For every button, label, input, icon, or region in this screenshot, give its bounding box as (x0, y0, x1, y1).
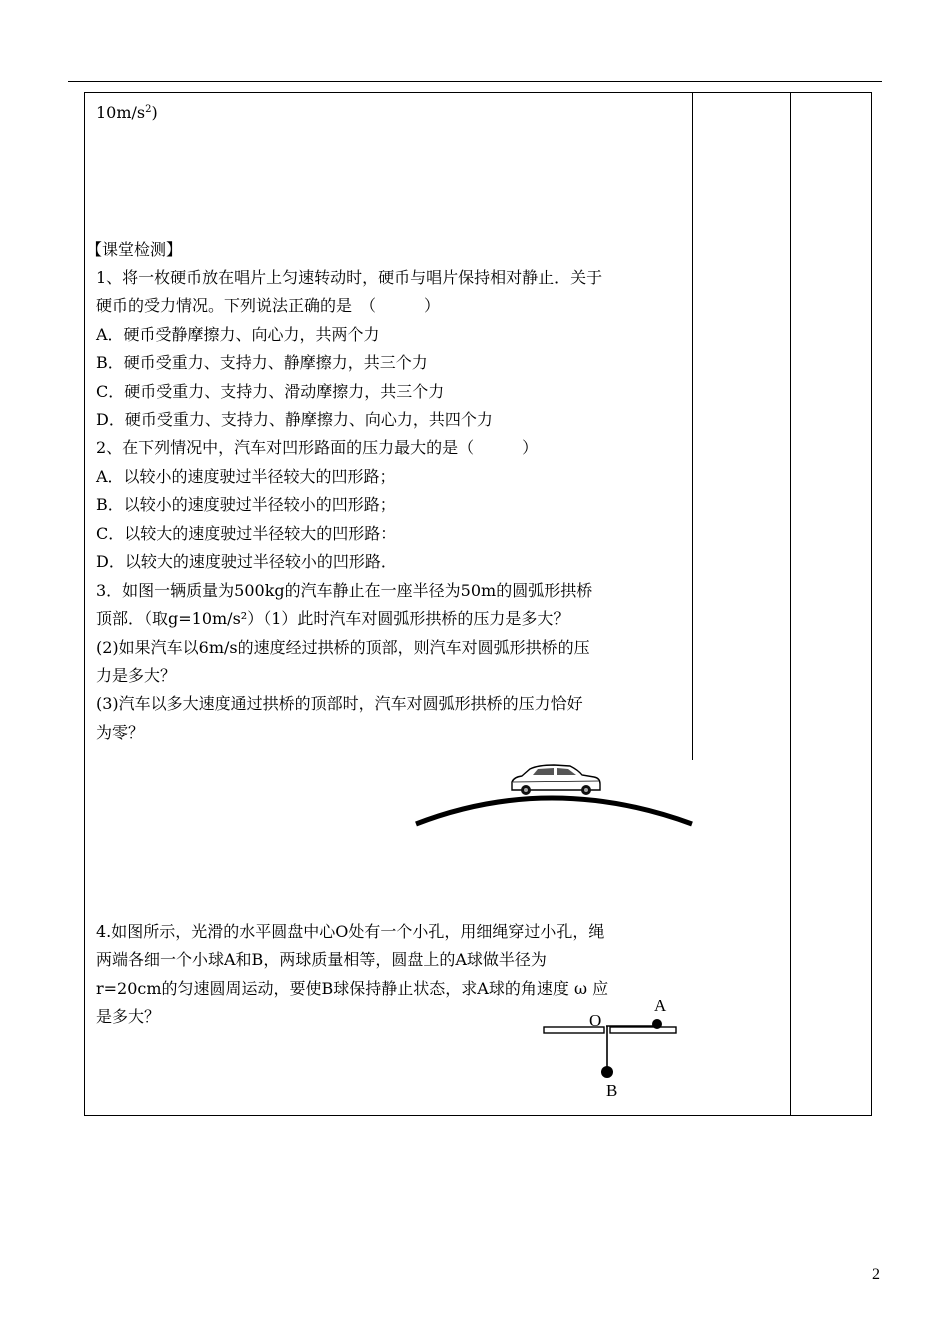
q3-line-2: 顶部．（取g=10m/s²）（1）此时汽车对圆弧形拱桥的压力是多大？ (96, 609, 570, 628)
ball-a (652, 1019, 662, 1029)
top-fragment: $10m/s^2$) (96, 103, 158, 122)
q4-line-3: r=20cm的匀速圆周运动，要使B球保持静止状态，求A球的角速度 ω 应 (96, 979, 609, 998)
page-number: 2 (872, 1266, 880, 1283)
q3-line-6: 为零？ (96, 723, 145, 742)
q1-option-c: C．硬币受重力、支持力、滑动摩擦力，共三个力 (96, 382, 445, 401)
label-b: B (606, 1081, 618, 1100)
q2-option-d: D．以较大的速度驶过半径较小的凹形路． (96, 552, 397, 571)
q1-option-d: D．硬币受重力、支持力、静摩擦力、向心力，共四个力 (96, 410, 493, 429)
car-icon (512, 765, 600, 795)
q4-line-4: 是多大？ (96, 1007, 161, 1026)
q3-line-4: 力是多大？ (96, 666, 177, 685)
column-divider-1 (692, 92, 693, 760)
label-a: A (654, 996, 667, 1015)
bridge-arc (416, 798, 692, 824)
q4-line-2: 两端各细一个小球A和B，两球质量相等，圆盘上的A球做半径为 (96, 950, 547, 969)
q1-line-1: 1、将一枚硬币放在唱片上匀速转动时，硬币与唱片保持相对静止．关于 (96, 268, 603, 287)
ball-b (601, 1066, 613, 1078)
disk-pulley-figure (540, 1010, 682, 1080)
q1-option-a: A．硬币受静摩擦力、向心力，共两个力 (96, 325, 380, 344)
q1-option-b: B．硬币受重力、支持力、静摩擦力，共三个力 (96, 353, 428, 372)
q3-line-3: (2)如果汽车以6m/s的速度经过拱桥的顶部，则汽车对圆弧形拱桥的压 (96, 638, 590, 657)
q4-line-1: 4.如图所示，光滑的水平圆盘中心O处有一个小孔，用细绳穿过小孔，绳 (96, 922, 605, 941)
q2-option-b: B．以较小的速度驶过半径较小的凹形路； (96, 495, 396, 514)
q2-stem: 2、在下列情况中，汽车对凹形路面的压力最大的是（ ） (96, 438, 539, 457)
header-rule (68, 81, 882, 82)
column-divider-2 (790, 92, 791, 1116)
q3-line-1: 3．如图一辆质量为500kg的汽车静止在一座半径为50m的圆弧形拱桥 (96, 581, 593, 600)
section-title: 【课堂检测】 (86, 240, 183, 259)
label-o: O (589, 1011, 602, 1030)
q2-option-c: C．以较大的速度驶过半径较大的凹形路： (96, 524, 397, 543)
q3-line-5: (3)汽车以多大速度通过拱桥的顶部时，汽车对圆弧形拱桥的压力恰好 (96, 694, 583, 713)
car-on-bridge-figure (410, 760, 694, 830)
q2-option-a: A．以较小的速度驶过半径较大的凹形路； (96, 467, 396, 486)
disk-right-half (610, 1027, 676, 1033)
q1-line-2: 硬币的受力情况。下列说法正确的是 （ ） (96, 296, 441, 315)
